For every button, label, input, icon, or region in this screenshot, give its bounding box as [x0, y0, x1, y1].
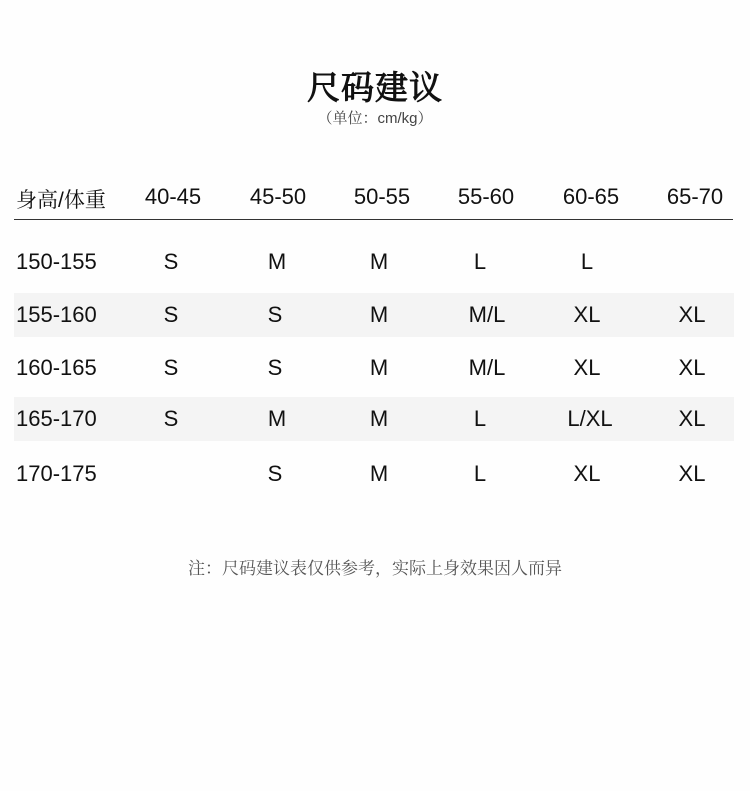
size-cell: L/XL [567, 406, 613, 431]
size-cell: XL [573, 355, 601, 380]
size-cell: S [163, 302, 179, 327]
table-row [0, 452, 750, 496]
table-row [0, 346, 750, 390]
size-cell: XL [573, 302, 601, 327]
size-cell: L [580, 249, 594, 274]
size-cell: XL [678, 461, 706, 486]
size-cell: XL [573, 461, 601, 486]
table-row [0, 397, 750, 441]
size-cell: S [163, 249, 179, 274]
size-cell: M [369, 302, 389, 327]
weight-column-header: 60-65 [562, 184, 620, 209]
size-cell: M [267, 249, 287, 274]
size-cell: S [267, 355, 283, 380]
page-title: 尺码建议 [307, 69, 443, 106]
weight-column-header: 40-45 [144, 184, 202, 209]
table-row [0, 240, 750, 284]
size-cell: M [369, 355, 389, 380]
size-cell: M [267, 406, 287, 431]
size-cell: M [369, 406, 389, 431]
weight-column-header: 45-50 [249, 184, 307, 209]
size-cell: L [473, 461, 487, 486]
table-header [0, 184, 750, 216]
size-cell: XL [678, 355, 706, 380]
size-cell: M [369, 461, 389, 486]
height-label: 160-165 [16, 355, 97, 380]
header-divider [14, 219, 733, 220]
size-cell: L [473, 249, 487, 274]
size-cell: S [163, 406, 179, 431]
size-cell: XL [678, 406, 706, 431]
height-label: 165-170 [16, 406, 97, 431]
weight-column-header: 55-60 [457, 184, 515, 209]
size-cell: S [267, 461, 283, 486]
size-cell: L [473, 406, 487, 431]
size-cell: M/L [468, 302, 506, 327]
weight-column-header: 50-55 [353, 184, 411, 209]
height-label: 170-175 [16, 461, 97, 486]
unit-subtitle: （单位：cm/kg） [317, 110, 433, 127]
size-cell: M [369, 249, 389, 274]
size-cell: XL [678, 302, 706, 327]
weight-column-header: 65-70 [666, 184, 724, 209]
size-cell: M/L [468, 355, 506, 380]
disclaimer-note: 注：尺码建议表仅供参考，实际上身效果因人而异 [188, 559, 562, 578]
corner-label: 身高/体重 [16, 189, 106, 212]
table-row [0, 293, 750, 337]
height-label: 155-160 [16, 302, 97, 327]
height-label: 150-155 [16, 249, 97, 274]
size-cell: S [163, 355, 179, 380]
size-cell: S [267, 302, 283, 327]
